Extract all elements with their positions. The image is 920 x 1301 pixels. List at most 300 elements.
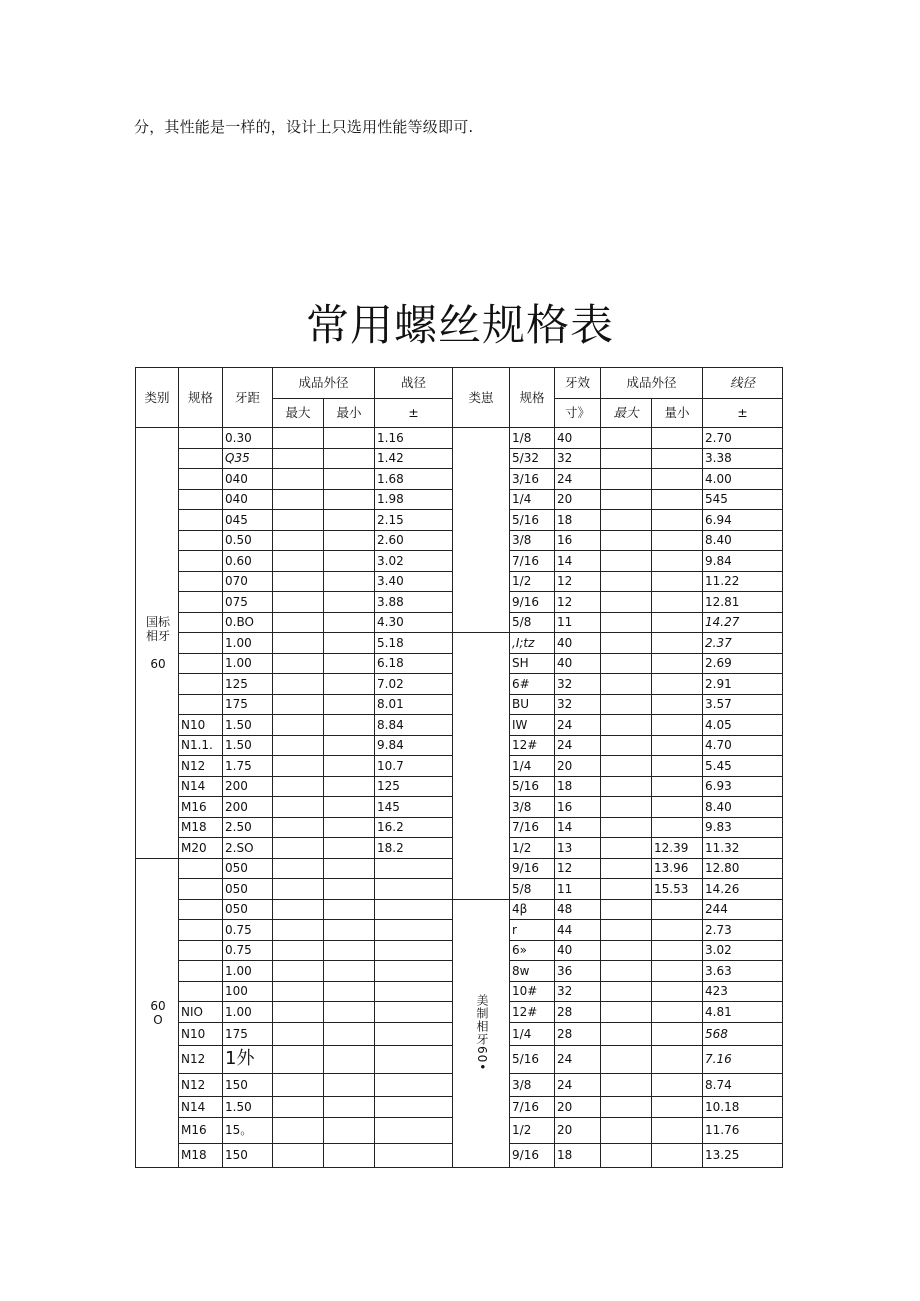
cell-right-min <box>652 776 703 797</box>
cell-left-spec <box>179 592 223 613</box>
header-right-min: 量小 <box>652 399 703 428</box>
cell-left-min <box>324 674 375 695</box>
cell-left-min <box>324 858 375 879</box>
cell-left-max <box>273 530 324 551</box>
cell-right-max <box>601 899 652 920</box>
cell-right-min <box>652 469 703 490</box>
cell-left-spec: NIO <box>179 1002 223 1023</box>
cell-left-max <box>273 1096 324 1117</box>
cell-right-max <box>601 1143 652 1167</box>
cell-left-spec <box>179 469 223 490</box>
cell-left-spec: M18 <box>179 1143 223 1167</box>
cell-left-max <box>273 899 324 920</box>
cell-right-spec: 3/8 <box>510 1073 555 1096</box>
cell-right-min <box>652 961 703 982</box>
cell-left-min <box>324 469 375 490</box>
cell-right-min <box>652 1045 703 1073</box>
cell-left-max <box>273 1073 324 1096</box>
cell-left-min <box>324 1073 375 1096</box>
cell-right-min <box>652 1096 703 1117</box>
cell-right-spec: 3/16 <box>510 469 555 490</box>
cell-right-min <box>652 448 703 469</box>
cell-right-min <box>652 510 703 531</box>
group-right-b <box>453 633 510 900</box>
cell-right-wire: 2.69 <box>703 653 783 674</box>
cell-left-min <box>324 899 375 920</box>
cell-right-min: 12.39 <box>652 838 703 859</box>
cell-left-wire: 8.84 <box>375 715 453 736</box>
cell-right-spec: 3/8 <box>510 530 555 551</box>
cell-left-min <box>324 817 375 838</box>
cell-right-min <box>652 735 703 756</box>
cell-right-tpi: 40 <box>555 428 601 449</box>
cell-right-spec: SH <box>510 653 555 674</box>
cell-right-wire: 4.05 <box>703 715 783 736</box>
cell-left-min <box>324 1117 375 1143</box>
cell-left-pitch: 1.00 <box>223 653 273 674</box>
cell-right-spec: 1/2 <box>510 571 555 592</box>
cell-left-pitch: 0.75 <box>223 940 273 961</box>
cell-left-min <box>324 530 375 551</box>
cell-right-wire: 8.74 <box>703 1073 783 1096</box>
table-row <box>136 428 783 449</box>
cell-left-spec <box>179 489 223 510</box>
cell-right-wire: 8.40 <box>703 530 783 551</box>
header-left-pitch: 牙距 <box>223 368 273 428</box>
cell-left-spec: N10 <box>179 1022 223 1045</box>
cell-left-wire: 1.98 <box>375 489 453 510</box>
cell-left-wire <box>375 1002 453 1023</box>
cell-right-max <box>601 428 652 449</box>
cell-right-wire: 2.70 <box>703 428 783 449</box>
cell-left-max <box>273 981 324 1002</box>
cell-left-wire: 2.15 <box>375 510 453 531</box>
cell-left-pitch: 15。 <box>223 1117 273 1143</box>
cell-right-min <box>652 633 703 654</box>
cell-left-wire <box>375 1143 453 1167</box>
cell-right-max <box>601 612 652 633</box>
cell-right-min <box>652 428 703 449</box>
cell-right-spec: 9/16 <box>510 1143 555 1167</box>
cell-right-spec: 5/16 <box>510 510 555 531</box>
cell-right-max <box>601 489 652 510</box>
header-left-wire-sub: ± <box>375 399 453 428</box>
cell-left-min <box>324 694 375 715</box>
cell-right-spec: 10# <box>510 981 555 1002</box>
cell-right-max <box>601 817 652 838</box>
cell-left-min <box>324 776 375 797</box>
cell-right-max <box>601 448 652 469</box>
cell-left-pitch: 050 <box>223 858 273 879</box>
header-right-tpi-top: 牙效 <box>555 368 601 399</box>
cell-right-min <box>652 571 703 592</box>
cell-left-max <box>273 674 324 695</box>
cell-left-wire: 3.88 <box>375 592 453 613</box>
cell-left-spec <box>179 551 223 572</box>
cell-right-wire: 12.80 <box>703 858 783 879</box>
cell-right-max <box>601 1022 652 1045</box>
cell-right-spec: 5/16 <box>510 1045 555 1073</box>
table-row <box>136 899 783 920</box>
header-right-od: 成品外径 <box>601 368 703 399</box>
cell-right-max <box>601 1002 652 1023</box>
cell-left-wire: 18.2 <box>375 838 453 859</box>
cell-left-wire <box>375 1045 453 1073</box>
cell-right-wire: 4.81 <box>703 1002 783 1023</box>
cell-right-spec: 3/8 <box>510 797 555 818</box>
cell-right-max <box>601 633 652 654</box>
cell-right-tpi: 20 <box>555 1096 601 1117</box>
cell-left-wire <box>375 940 453 961</box>
cell-right-spec: BU <box>510 694 555 715</box>
cell-right-wire: 14.27 <box>703 612 783 633</box>
header-right-wire: 线径 <box>703 368 783 399</box>
cell-left-max <box>273 551 324 572</box>
cell-left-wire: 4.30 <box>375 612 453 633</box>
cell-right-wire: 423 <box>703 981 783 1002</box>
cell-left-min <box>324 510 375 531</box>
cell-left-wire <box>375 1117 453 1143</box>
cell-right-max <box>601 920 652 941</box>
cell-left-spec <box>179 879 223 900</box>
cell-left-pitch: 2.SO <box>223 838 273 859</box>
cell-right-max <box>601 1045 652 1073</box>
cell-left-pitch: 045 <box>223 510 273 531</box>
cell-left-min <box>324 551 375 572</box>
cell-left-spec <box>179 940 223 961</box>
cell-right-max <box>601 715 652 736</box>
cell-right-spec: 5/8 <box>510 612 555 633</box>
cell-right-tpi: 24 <box>555 1045 601 1073</box>
cell-right-max <box>601 510 652 531</box>
header-right-wire-sub: ± <box>703 399 783 428</box>
cell-right-spec: 12# <box>510 735 555 756</box>
cell-right-max <box>601 674 652 695</box>
cell-right-tpi: 18 <box>555 510 601 531</box>
cell-right-min <box>652 940 703 961</box>
cell-left-pitch: 0.75 <box>223 920 273 941</box>
cell-left-spec <box>179 961 223 982</box>
cell-right-min <box>652 1143 703 1167</box>
cell-left-wire: 16.2 <box>375 817 453 838</box>
cell-left-pitch: 125 <box>223 674 273 695</box>
cell-right-tpi: 24 <box>555 469 601 490</box>
cell-left-pitch: 175 <box>223 694 273 715</box>
cell-left-pitch: 100 <box>223 981 273 1002</box>
cell-right-tpi: 48 <box>555 899 601 920</box>
cell-left-max <box>273 1143 324 1167</box>
cell-right-min <box>652 694 703 715</box>
cell-right-wire: 2.91 <box>703 674 783 695</box>
cell-left-pitch: 1外 <box>223 1045 273 1073</box>
cell-left-pitch: 040 <box>223 489 273 510</box>
cell-right-tpi: 12 <box>555 858 601 879</box>
cell-left-min <box>324 1096 375 1117</box>
cell-left-wire: 5.18 <box>375 633 453 654</box>
cell-right-spec: 7/16 <box>510 817 555 838</box>
group-left-metric-coarse: 国标 相牙 60 <box>136 428 179 859</box>
cell-right-tpi: 16 <box>555 530 601 551</box>
cell-left-spec <box>179 571 223 592</box>
cell-left-wire <box>375 879 453 900</box>
header-right-spec: 规格 <box>510 368 555 428</box>
cell-left-min <box>324 1143 375 1167</box>
cell-left-max <box>273 920 324 941</box>
cell-right-tpi: 20 <box>555 1117 601 1143</box>
cell-right-min <box>652 1073 703 1096</box>
cell-right-spec: 5/32 <box>510 448 555 469</box>
cell-right-tpi: 40 <box>555 633 601 654</box>
cell-right-min <box>652 899 703 920</box>
cell-left-pitch: 0.30 <box>223 428 273 449</box>
cell-right-max <box>601 735 652 756</box>
cell-right-tpi: 11 <box>555 879 601 900</box>
cell-right-wire: 11.76 <box>703 1117 783 1143</box>
cell-left-pitch: 200 <box>223 776 273 797</box>
cell-right-spec: 5/8 <box>510 879 555 900</box>
cell-left-min <box>324 448 375 469</box>
cell-right-tpi: 32 <box>555 674 601 695</box>
cell-right-tpi: 28 <box>555 1002 601 1023</box>
cell-left-max <box>273 510 324 531</box>
cell-right-max <box>601 838 652 859</box>
cell-left-max <box>273 735 324 756</box>
header-left-min: 最小 <box>324 399 375 428</box>
cell-right-wire: 13.25 <box>703 1143 783 1167</box>
cell-left-spec <box>179 981 223 1002</box>
cell-left-min <box>324 838 375 859</box>
cell-right-tpi: 24 <box>555 1073 601 1096</box>
cell-right-min <box>652 1002 703 1023</box>
cell-left-spec: N12 <box>179 756 223 777</box>
cell-right-wire: 12.81 <box>703 592 783 613</box>
cell-right-tpi: 18 <box>555 776 601 797</box>
cell-right-max <box>601 776 652 797</box>
cell-right-tpi: 32 <box>555 981 601 1002</box>
cell-left-min <box>324 612 375 633</box>
cell-left-min <box>324 653 375 674</box>
cell-right-spec: 5/16 <box>510 776 555 797</box>
cell-right-max <box>601 879 652 900</box>
cell-left-pitch: 150 <box>223 1073 273 1096</box>
cell-right-tpi: 20 <box>555 489 601 510</box>
cell-left-wire <box>375 981 453 1002</box>
cell-left-max <box>273 1022 324 1045</box>
header-right-tpi-bottom: 寸》 <box>555 399 601 428</box>
cell-right-max <box>601 940 652 961</box>
cell-right-max <box>601 1117 652 1143</box>
screw-spec-table <box>135 367 783 1168</box>
cell-left-wire: 2.60 <box>375 530 453 551</box>
cell-right-tpi: 24 <box>555 735 601 756</box>
cell-right-spec: ,I;tz <box>510 633 555 654</box>
cell-left-min <box>324 1022 375 1045</box>
cell-left-spec <box>179 428 223 449</box>
cell-left-max <box>273 489 324 510</box>
cell-right-min <box>652 551 703 572</box>
cell-right-max <box>601 1073 652 1096</box>
cell-left-pitch: 1.50 <box>223 1096 273 1117</box>
cell-right-max <box>601 858 652 879</box>
cell-left-min <box>324 571 375 592</box>
cell-left-pitch: 070 <box>223 571 273 592</box>
cell-right-spec: 1/2 <box>510 838 555 859</box>
cell-right-tpi: 14 <box>555 817 601 838</box>
cell-right-tpi: 13 <box>555 838 601 859</box>
cell-right-wire: 11.22 <box>703 571 783 592</box>
cell-right-min <box>652 817 703 838</box>
cell-left-max <box>273 571 324 592</box>
cell-right-min <box>652 612 703 633</box>
cell-left-spec <box>179 858 223 879</box>
cell-right-spec: 6» <box>510 940 555 961</box>
header-left-category: 类别 <box>136 368 179 428</box>
cell-left-pitch: 175 <box>223 1022 273 1045</box>
cell-right-min <box>652 592 703 613</box>
cell-left-max <box>273 776 324 797</box>
cell-left-min <box>324 756 375 777</box>
cell-right-wire: 3.57 <box>703 694 783 715</box>
cell-left-min <box>324 489 375 510</box>
cell-left-pitch: 1.00 <box>223 1002 273 1023</box>
cell-right-max <box>601 592 652 613</box>
cell-right-tpi: 16 <box>555 797 601 818</box>
cell-right-tpi: 44 <box>555 920 601 941</box>
cell-right-tpi: 32 <box>555 694 601 715</box>
cell-right-min <box>652 653 703 674</box>
cell-left-spec: N10 <box>179 715 223 736</box>
cell-left-wire: 3.02 <box>375 551 453 572</box>
cell-left-spec <box>179 510 223 531</box>
cell-right-wire: 11.32 <box>703 838 783 859</box>
cell-right-min <box>652 489 703 510</box>
spec-table-body <box>136 428 783 1168</box>
cell-right-spec: IW <box>510 715 555 736</box>
cell-left-pitch: 050 <box>223 899 273 920</box>
cell-right-spec: 1/4 <box>510 489 555 510</box>
cell-right-tpi: 20 <box>555 756 601 777</box>
cell-left-max <box>273 653 324 674</box>
cell-right-spec: 12# <box>510 1002 555 1023</box>
cell-right-max <box>601 797 652 818</box>
cell-right-wire: 568 <box>703 1022 783 1045</box>
cell-left-wire: 6.18 <box>375 653 453 674</box>
cell-left-min <box>324 1002 375 1023</box>
cell-right-wire: 3.02 <box>703 940 783 961</box>
cell-right-max <box>601 571 652 592</box>
cell-left-spec <box>179 530 223 551</box>
cell-right-wire: 7.16 <box>703 1045 783 1073</box>
cell-left-max <box>273 879 324 900</box>
cell-right-max <box>601 1096 652 1117</box>
cell-left-max <box>273 858 324 879</box>
cell-right-spec: 9/16 <box>510 592 555 613</box>
cell-right-min: 15.53 <box>652 879 703 900</box>
cell-left-min <box>324 981 375 1002</box>
cell-left-wire <box>375 1073 453 1096</box>
cell-left-wire: 8.01 <box>375 694 453 715</box>
cell-right-min <box>652 920 703 941</box>
cell-right-wire: 9.83 <box>703 817 783 838</box>
cell-left-pitch: 200 <box>223 797 273 818</box>
cell-left-spec: N12 <box>179 1045 223 1073</box>
cell-left-wire: 7.02 <box>375 674 453 695</box>
cell-right-wire: 545 <box>703 489 783 510</box>
cell-left-max <box>273 817 324 838</box>
cell-left-max <box>273 469 324 490</box>
header-right-max: 最大 <box>601 399 652 428</box>
cell-left-spec <box>179 694 223 715</box>
cell-right-spec: 7/16 <box>510 551 555 572</box>
cell-right-wire: 8.40 <box>703 797 783 818</box>
cell-right-max <box>601 961 652 982</box>
cell-right-max <box>601 756 652 777</box>
cell-right-tpi: 40 <box>555 653 601 674</box>
cell-left-min <box>324 961 375 982</box>
cell-right-wire: 3.38 <box>703 448 783 469</box>
cell-left-pitch: 1.75 <box>223 756 273 777</box>
intro-text: 分，其性能是一样的，设计上只选用性能等级即可. <box>134 118 474 136</box>
cell-left-spec: N12 <box>179 1073 223 1096</box>
cell-left-wire: 1.42 <box>375 448 453 469</box>
cell-left-spec: N14 <box>179 1096 223 1117</box>
cell-left-max <box>273 428 324 449</box>
cell-right-spec: 1/4 <box>510 756 555 777</box>
cell-right-min: 13.96 <box>652 858 703 879</box>
cell-left-pitch: Q35 <box>223 448 273 469</box>
cell-right-wire: 2.73 <box>703 920 783 941</box>
cell-right-max <box>601 653 652 674</box>
cell-left-min <box>324 879 375 900</box>
cell-right-min <box>652 1117 703 1143</box>
cell-right-tpi: 28 <box>555 1022 601 1045</box>
cell-right-min <box>652 797 703 818</box>
cell-left-pitch: 075 <box>223 592 273 613</box>
cell-left-pitch: 0.60 <box>223 551 273 572</box>
cell-right-min <box>652 530 703 551</box>
cell-left-spec <box>179 920 223 941</box>
cell-left-max <box>273 1045 324 1073</box>
cell-right-tpi: 12 <box>555 592 601 613</box>
cell-right-tpi: 14 <box>555 551 601 572</box>
cell-left-min <box>324 428 375 449</box>
header-left-wire: 战径 <box>375 368 453 399</box>
cell-left-wire <box>375 858 453 879</box>
cell-left-max <box>273 612 324 633</box>
cell-left-min <box>324 1045 375 1073</box>
cell-left-wire <box>375 1022 453 1045</box>
cell-right-max <box>601 530 652 551</box>
cell-left-spec: M18 <box>179 817 223 838</box>
cell-right-wire: 6.93 <box>703 776 783 797</box>
cell-right-spec: 1/2 <box>510 1117 555 1143</box>
cell-right-tpi: 40 <box>555 940 601 961</box>
cell-left-spec: M16 <box>179 1117 223 1143</box>
cell-left-spec: M20 <box>179 838 223 859</box>
cell-right-tpi: 32 <box>555 448 601 469</box>
cell-left-pitch: 050 <box>223 879 273 900</box>
cell-right-wire: 4.70 <box>703 735 783 756</box>
cell-right-min <box>652 1022 703 1045</box>
cell-left-wire: 1.16 <box>375 428 453 449</box>
cell-left-spec <box>179 633 223 654</box>
cell-right-spec: r <box>510 920 555 941</box>
cell-right-min <box>652 756 703 777</box>
cell-right-tpi: 36 <box>555 961 601 982</box>
cell-left-min <box>324 797 375 818</box>
cell-right-tpi: 12 <box>555 571 601 592</box>
cell-left-max <box>273 940 324 961</box>
